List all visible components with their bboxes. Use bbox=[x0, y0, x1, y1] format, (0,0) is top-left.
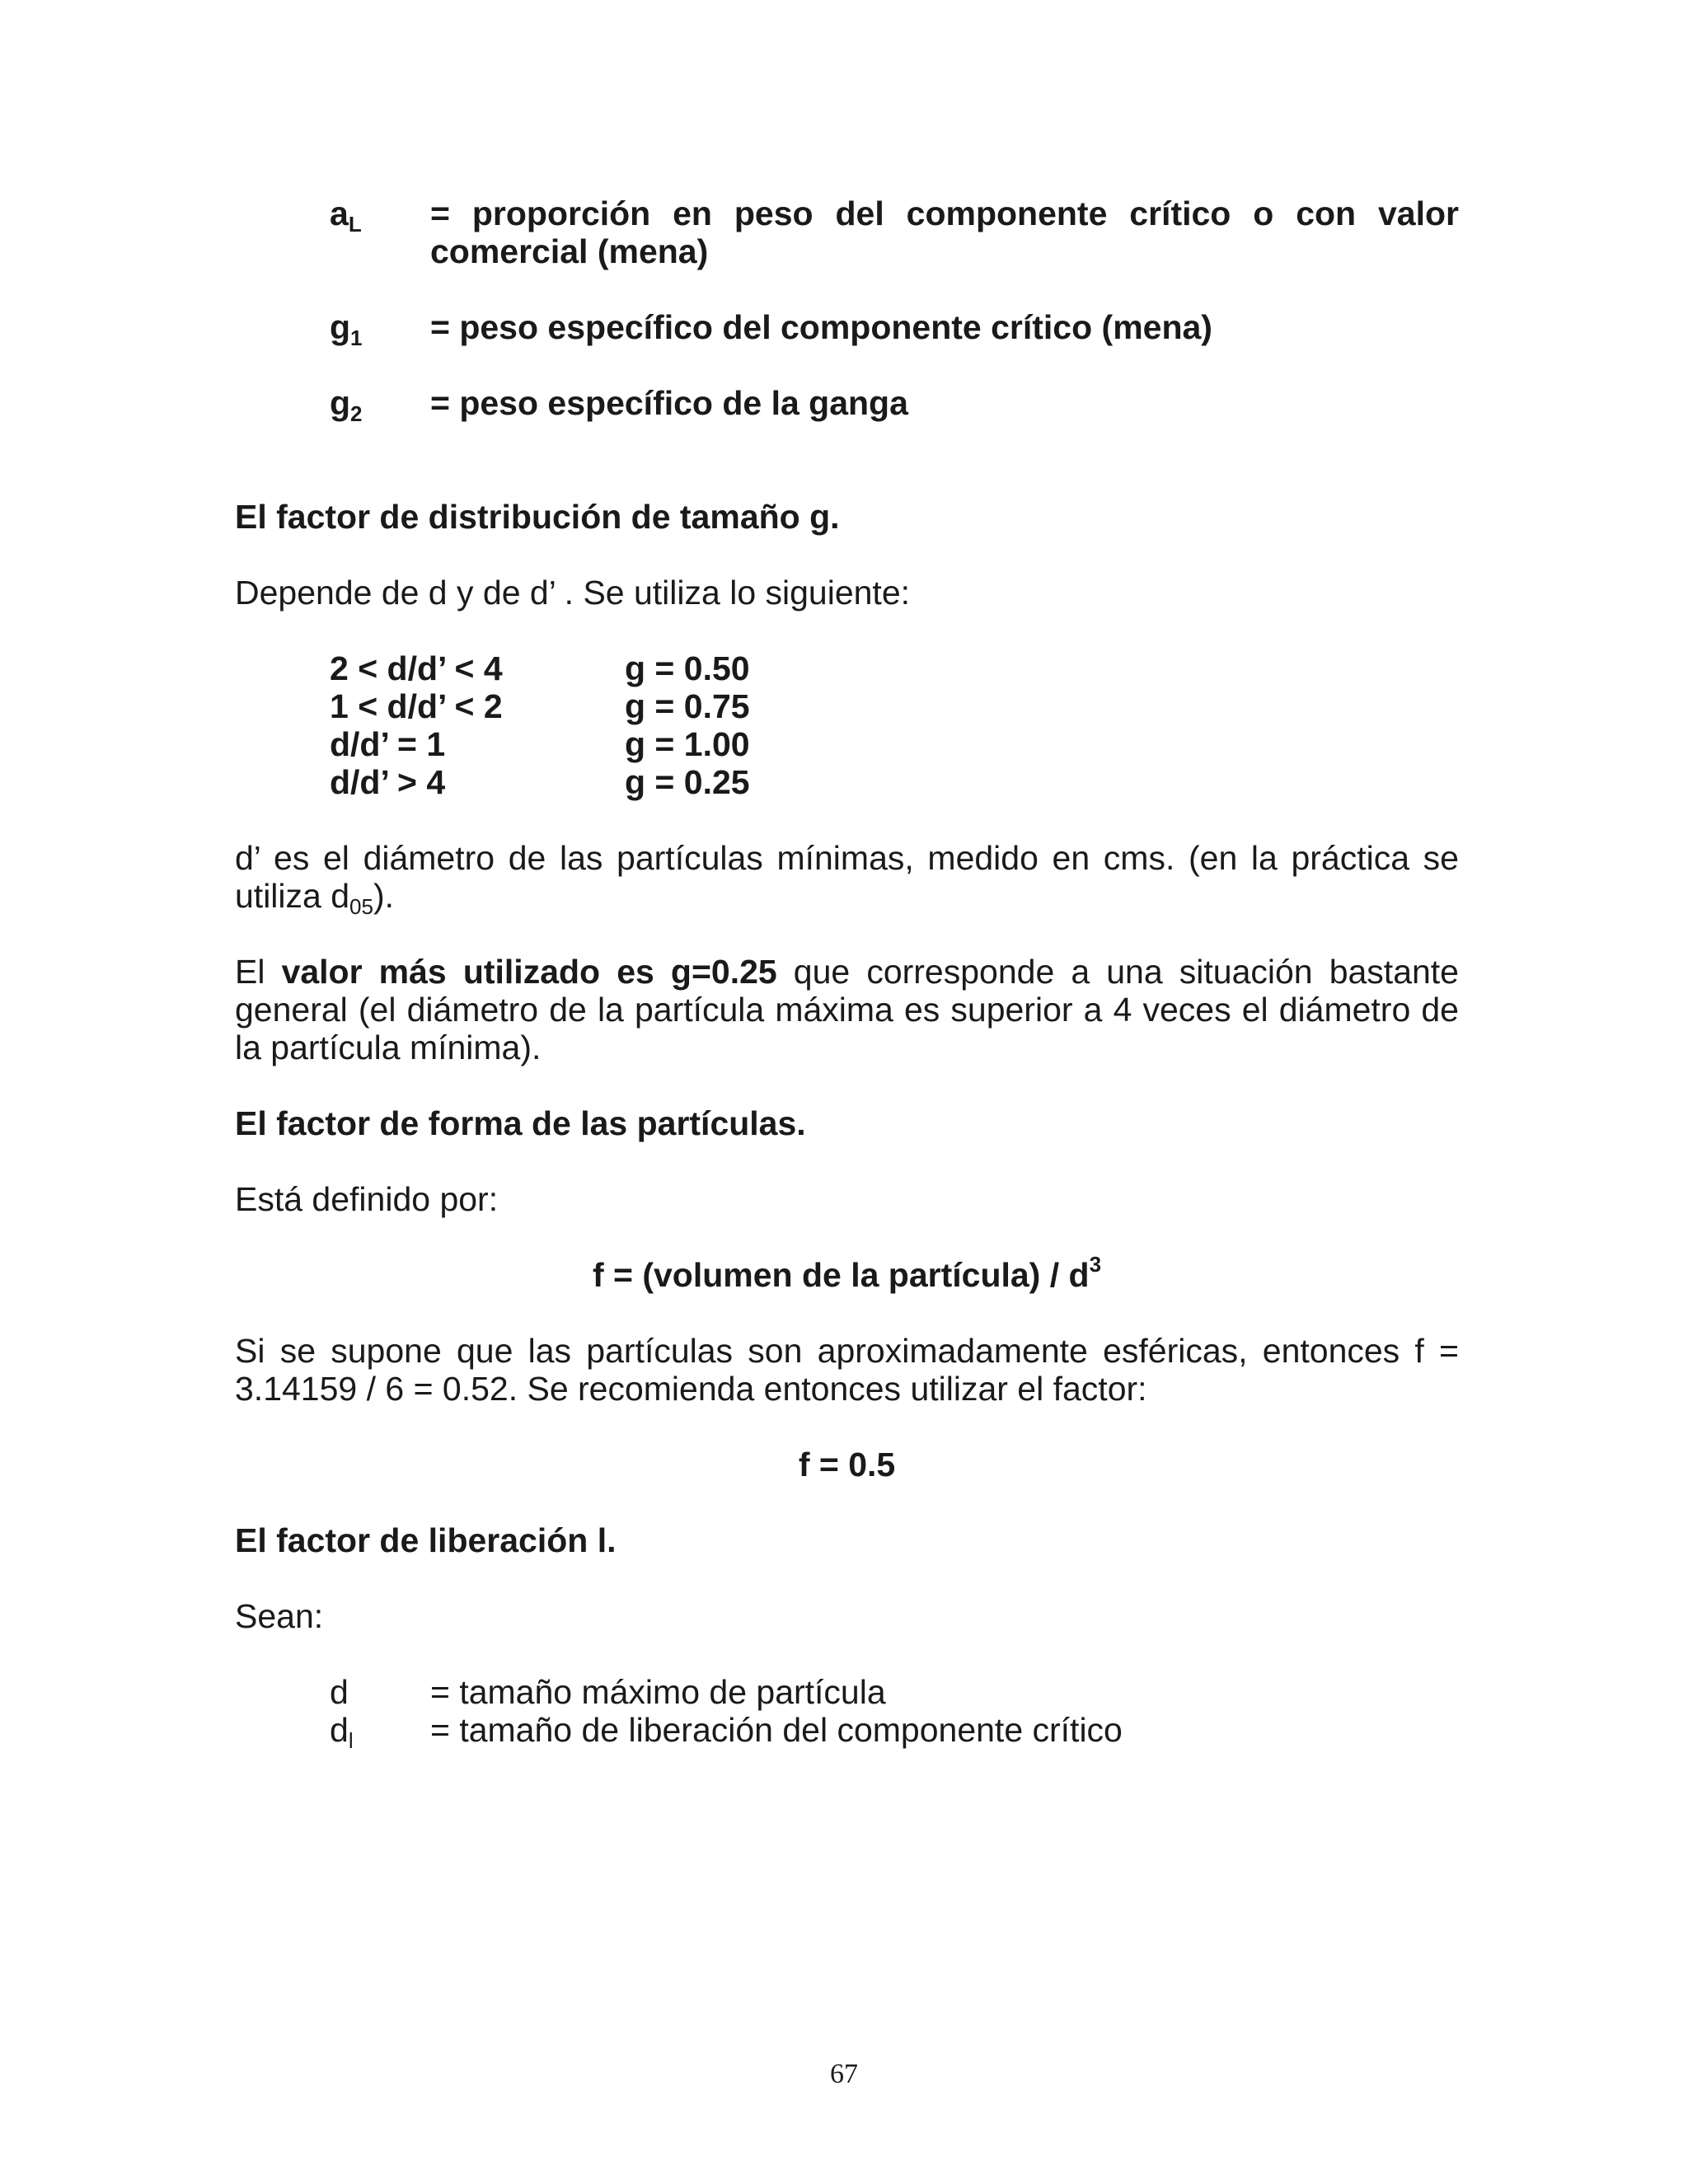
paragraph-sean: Sean: bbox=[235, 1597, 324, 1635]
definition-symbol: $d_l$ bbox=[330, 1711, 354, 1753]
definition-text: = tamaño de liberación del componente crítico bbox=[430, 1711, 1123, 1749]
heading-shape-factor: El factor de forma de las partículas. bbox=[235, 1104, 806, 1142]
ratio-value: g = 0.25 bbox=[625, 763, 750, 801]
ratio-condition: d/d’ = 1 bbox=[330, 725, 446, 763]
formula-f-value: f = 0.5 bbox=[798, 1446, 896, 1483]
ratio-value: g = 0.75 bbox=[625, 687, 750, 725]
paragraph-most-used-value: El valor más utilizado es g=0.25 que corresponde a una situación bastante general (el diámetro de la partícula máxima es superior a 4 veces el diámetro de la partícula mínima). bbox=[235, 953, 1459, 1066]
ratio-condition: d/d’ > 4 bbox=[330, 763, 446, 801]
heading-size-distribution: El factor de distribución de tamaño g. bbox=[235, 498, 840, 536]
paragraph-dprime: d’ es el diámetro de las partículas mínimas, medido en cms. (en la práctica se utiliza $d_{05}$). bbox=[235, 839, 1459, 919]
definition-symbol: $g_1$ bbox=[330, 308, 363, 350]
paragraph-spherical: Si se supone que las partículas son aproximadamente esféricas, entonces f = 3.14159 / 6 = 0.52. Se recomienda entonces utilizar el factor: bbox=[235, 1332, 1459, 1408]
definition-symbol: d bbox=[330, 1673, 349, 1711]
ratio-value: g = 1.00 bbox=[625, 725, 750, 763]
paragraph-intro-f: Está definido por: bbox=[235, 1180, 499, 1218]
formula-shape-factor: f = (volumen de la partícula) / $d^3$ bbox=[592, 1252, 1102, 1294]
definition-symbol: $a_L$ bbox=[330, 194, 362, 237]
ratio-value: g = 0.50 bbox=[625, 649, 750, 687]
definition-text: = proporción en peso del componente crítico o con valor comercial (mena) bbox=[430, 194, 1459, 270]
paragraph-intro-g: Depende de d y de d’ . Se utiliza lo siguiente: bbox=[235, 574, 911, 612]
definition-text: = tamaño máximo de partícula bbox=[430, 1673, 886, 1711]
definition-text: = peso específico del componente crítico (mena) bbox=[430, 308, 1212, 346]
definition-symbol: $g_2$ bbox=[330, 384, 363, 426]
definition-text: = peso específico de la ganga bbox=[430, 384, 908, 422]
ratio-condition: 2 < d/d’ < 4 bbox=[330, 649, 503, 687]
page-number: 67 bbox=[830, 2059, 858, 2089]
heading-liberation-factor: El factor de liberación l. bbox=[235, 1521, 617, 1559]
ratio-condition: 1 < d/d’ < 2 bbox=[330, 687, 503, 725]
